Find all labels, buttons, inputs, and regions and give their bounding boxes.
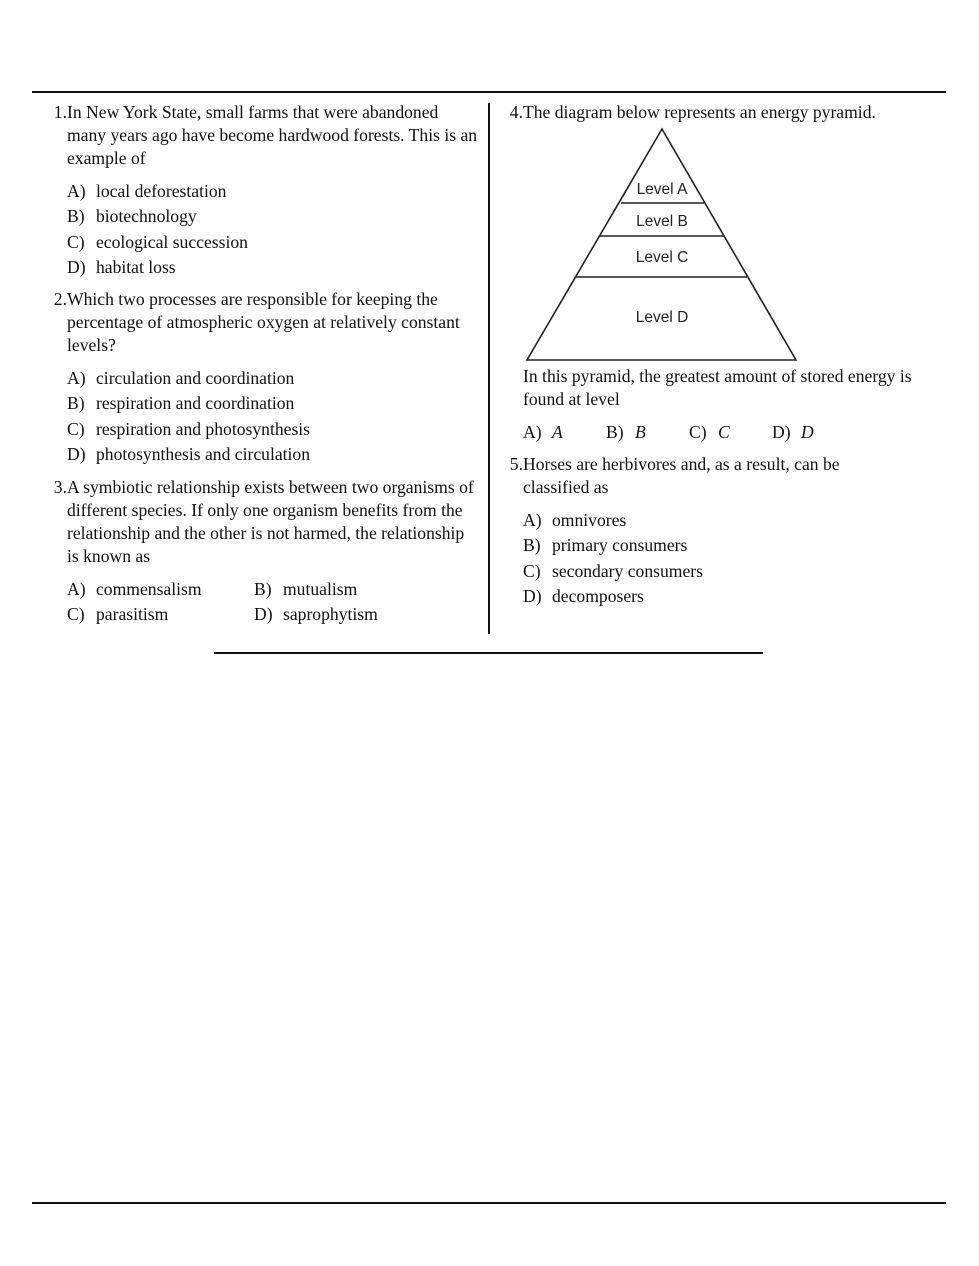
question-1 bbox=[47, 101, 479, 281]
choice-d[interactable] bbox=[67, 256, 479, 281]
choice-label: D) bbox=[67, 443, 86, 464]
question-followup-text: In this pyramid, the greatest amount of stored energy is found at level bbox=[523, 366, 912, 409]
question-4-followup bbox=[523, 365, 935, 446]
choice-label: D) bbox=[523, 585, 542, 606]
choice-d[interactable] bbox=[67, 443, 479, 468]
choice-c[interactable] bbox=[67, 231, 479, 256]
choice-b[interactable] bbox=[606, 421, 689, 446]
choice-text: D bbox=[801, 422, 814, 442]
choice-text: C bbox=[718, 422, 730, 442]
answer-choices bbox=[67, 367, 479, 468]
question-5 bbox=[503, 453, 883, 610]
choice-c[interactable] bbox=[523, 560, 883, 585]
choice-label: C) bbox=[67, 231, 85, 252]
energy-pyramid-diagram bbox=[520, 124, 804, 366]
choice-b[interactable] bbox=[67, 392, 479, 417]
top-rule bbox=[32, 91, 946, 93]
level-a-label: Level A bbox=[636, 181, 688, 198]
choice-text: habitat loss bbox=[96, 256, 176, 277]
question-number: 1. bbox=[53, 102, 67, 122]
choice-d[interactable] bbox=[772, 421, 855, 446]
choice-text: circulation and coordination bbox=[96, 368, 295, 388]
choice-a[interactable] bbox=[523, 509, 883, 534]
choice-label: D) bbox=[254, 604, 273, 625]
choice-c[interactable] bbox=[67, 603, 254, 628]
choice-label: D) bbox=[772, 422, 791, 442]
choice-label: B) bbox=[254, 579, 272, 599]
choice-text: decomposers bbox=[552, 585, 644, 606]
choice-text: biotechnology bbox=[96, 206, 197, 227]
choice-text: photosynthesis and circulation bbox=[96, 443, 311, 464]
choice-d[interactable] bbox=[254, 603, 441, 628]
question-number: 2. bbox=[53, 289, 67, 309]
level-c-label: Level C bbox=[635, 249, 689, 266]
choice-text: primary consumers bbox=[552, 535, 688, 556]
question-text: The diagram below represents an energy pyramid. bbox=[523, 102, 876, 122]
choice-label: A) bbox=[523, 422, 542, 442]
question-text: Which two processes are responsible for keeping the percentage of atmospheric oxygen at relatively constant levels? bbox=[67, 289, 460, 355]
choice-text: secondary consumers bbox=[552, 560, 703, 581]
choice-text: saprophytism bbox=[283, 604, 378, 625]
choice-text: omnivores bbox=[552, 510, 627, 530]
choice-label: A) bbox=[67, 579, 86, 599]
choice-text: commensalism bbox=[96, 579, 202, 599]
question-4 bbox=[503, 101, 935, 124]
choice-c[interactable] bbox=[67, 418, 479, 443]
choice-row bbox=[67, 603, 479, 628]
bottom-rule bbox=[32, 1202, 946, 1204]
question-text: Horses are herbivores and, as a result, can be classified as bbox=[523, 454, 840, 497]
question-number: 5. bbox=[509, 454, 523, 474]
choice-label: A) bbox=[523, 510, 542, 530]
answer-choices bbox=[67, 180, 479, 281]
answer-choices bbox=[523, 509, 883, 610]
choice-row bbox=[67, 578, 479, 603]
answer-choices bbox=[67, 578, 479, 629]
choice-label: C) bbox=[523, 560, 541, 581]
choice-text: respiration and coordination bbox=[96, 393, 295, 414]
question-3 bbox=[47, 476, 479, 629]
choice-a[interactable] bbox=[523, 421, 606, 446]
level-d-label: Level D bbox=[635, 309, 689, 326]
choice-label: C) bbox=[67, 418, 85, 439]
choice-label: A) bbox=[67, 181, 86, 201]
choice-label: B) bbox=[606, 422, 624, 442]
level-b-label: Level B bbox=[636, 213, 688, 230]
choice-label: A) bbox=[67, 368, 86, 388]
choice-a[interactable] bbox=[67, 367, 479, 392]
choice-label: C) bbox=[67, 604, 85, 625]
choice-label: C) bbox=[689, 422, 707, 442]
question-text: A symbiotic relationship exists between two organisms of different species. If only one organism benefits from the relationship and the other is not harmed, the relationship is known as bbox=[67, 477, 474, 566]
choice-text: A bbox=[552, 422, 563, 442]
question-2 bbox=[47, 288, 479, 468]
column-divider bbox=[488, 103, 490, 634]
choice-a[interactable] bbox=[67, 578, 254, 603]
choice-text: parasitism bbox=[96, 604, 169, 625]
choice-label: B) bbox=[67, 393, 85, 414]
choice-text: B bbox=[635, 422, 646, 442]
choice-text: mutualism bbox=[283, 579, 358, 599]
choice-label: D) bbox=[67, 256, 86, 277]
question-number: 3. bbox=[53, 477, 67, 497]
choice-text: ecological succession bbox=[96, 231, 248, 252]
question-text: In New York State, small farms that were abandoned many years ago have become hardwood forests. This is an example of bbox=[67, 102, 478, 168]
choice-text: respiration and photosynthesis bbox=[96, 418, 311, 439]
question-number: 4. bbox=[509, 102, 523, 122]
choice-label: B) bbox=[67, 206, 85, 227]
choice-b[interactable] bbox=[67, 205, 479, 230]
answer-choices bbox=[523, 421, 935, 446]
choice-b[interactable] bbox=[523, 534, 883, 559]
choice-label: B) bbox=[523, 535, 541, 556]
choice-b[interactable] bbox=[254, 578, 441, 603]
choice-text: local deforestation bbox=[96, 181, 227, 201]
choice-c[interactable] bbox=[689, 421, 772, 446]
choice-d[interactable] bbox=[523, 585, 883, 610]
choice-a[interactable] bbox=[67, 180, 479, 205]
end-rule bbox=[214, 652, 763, 654]
